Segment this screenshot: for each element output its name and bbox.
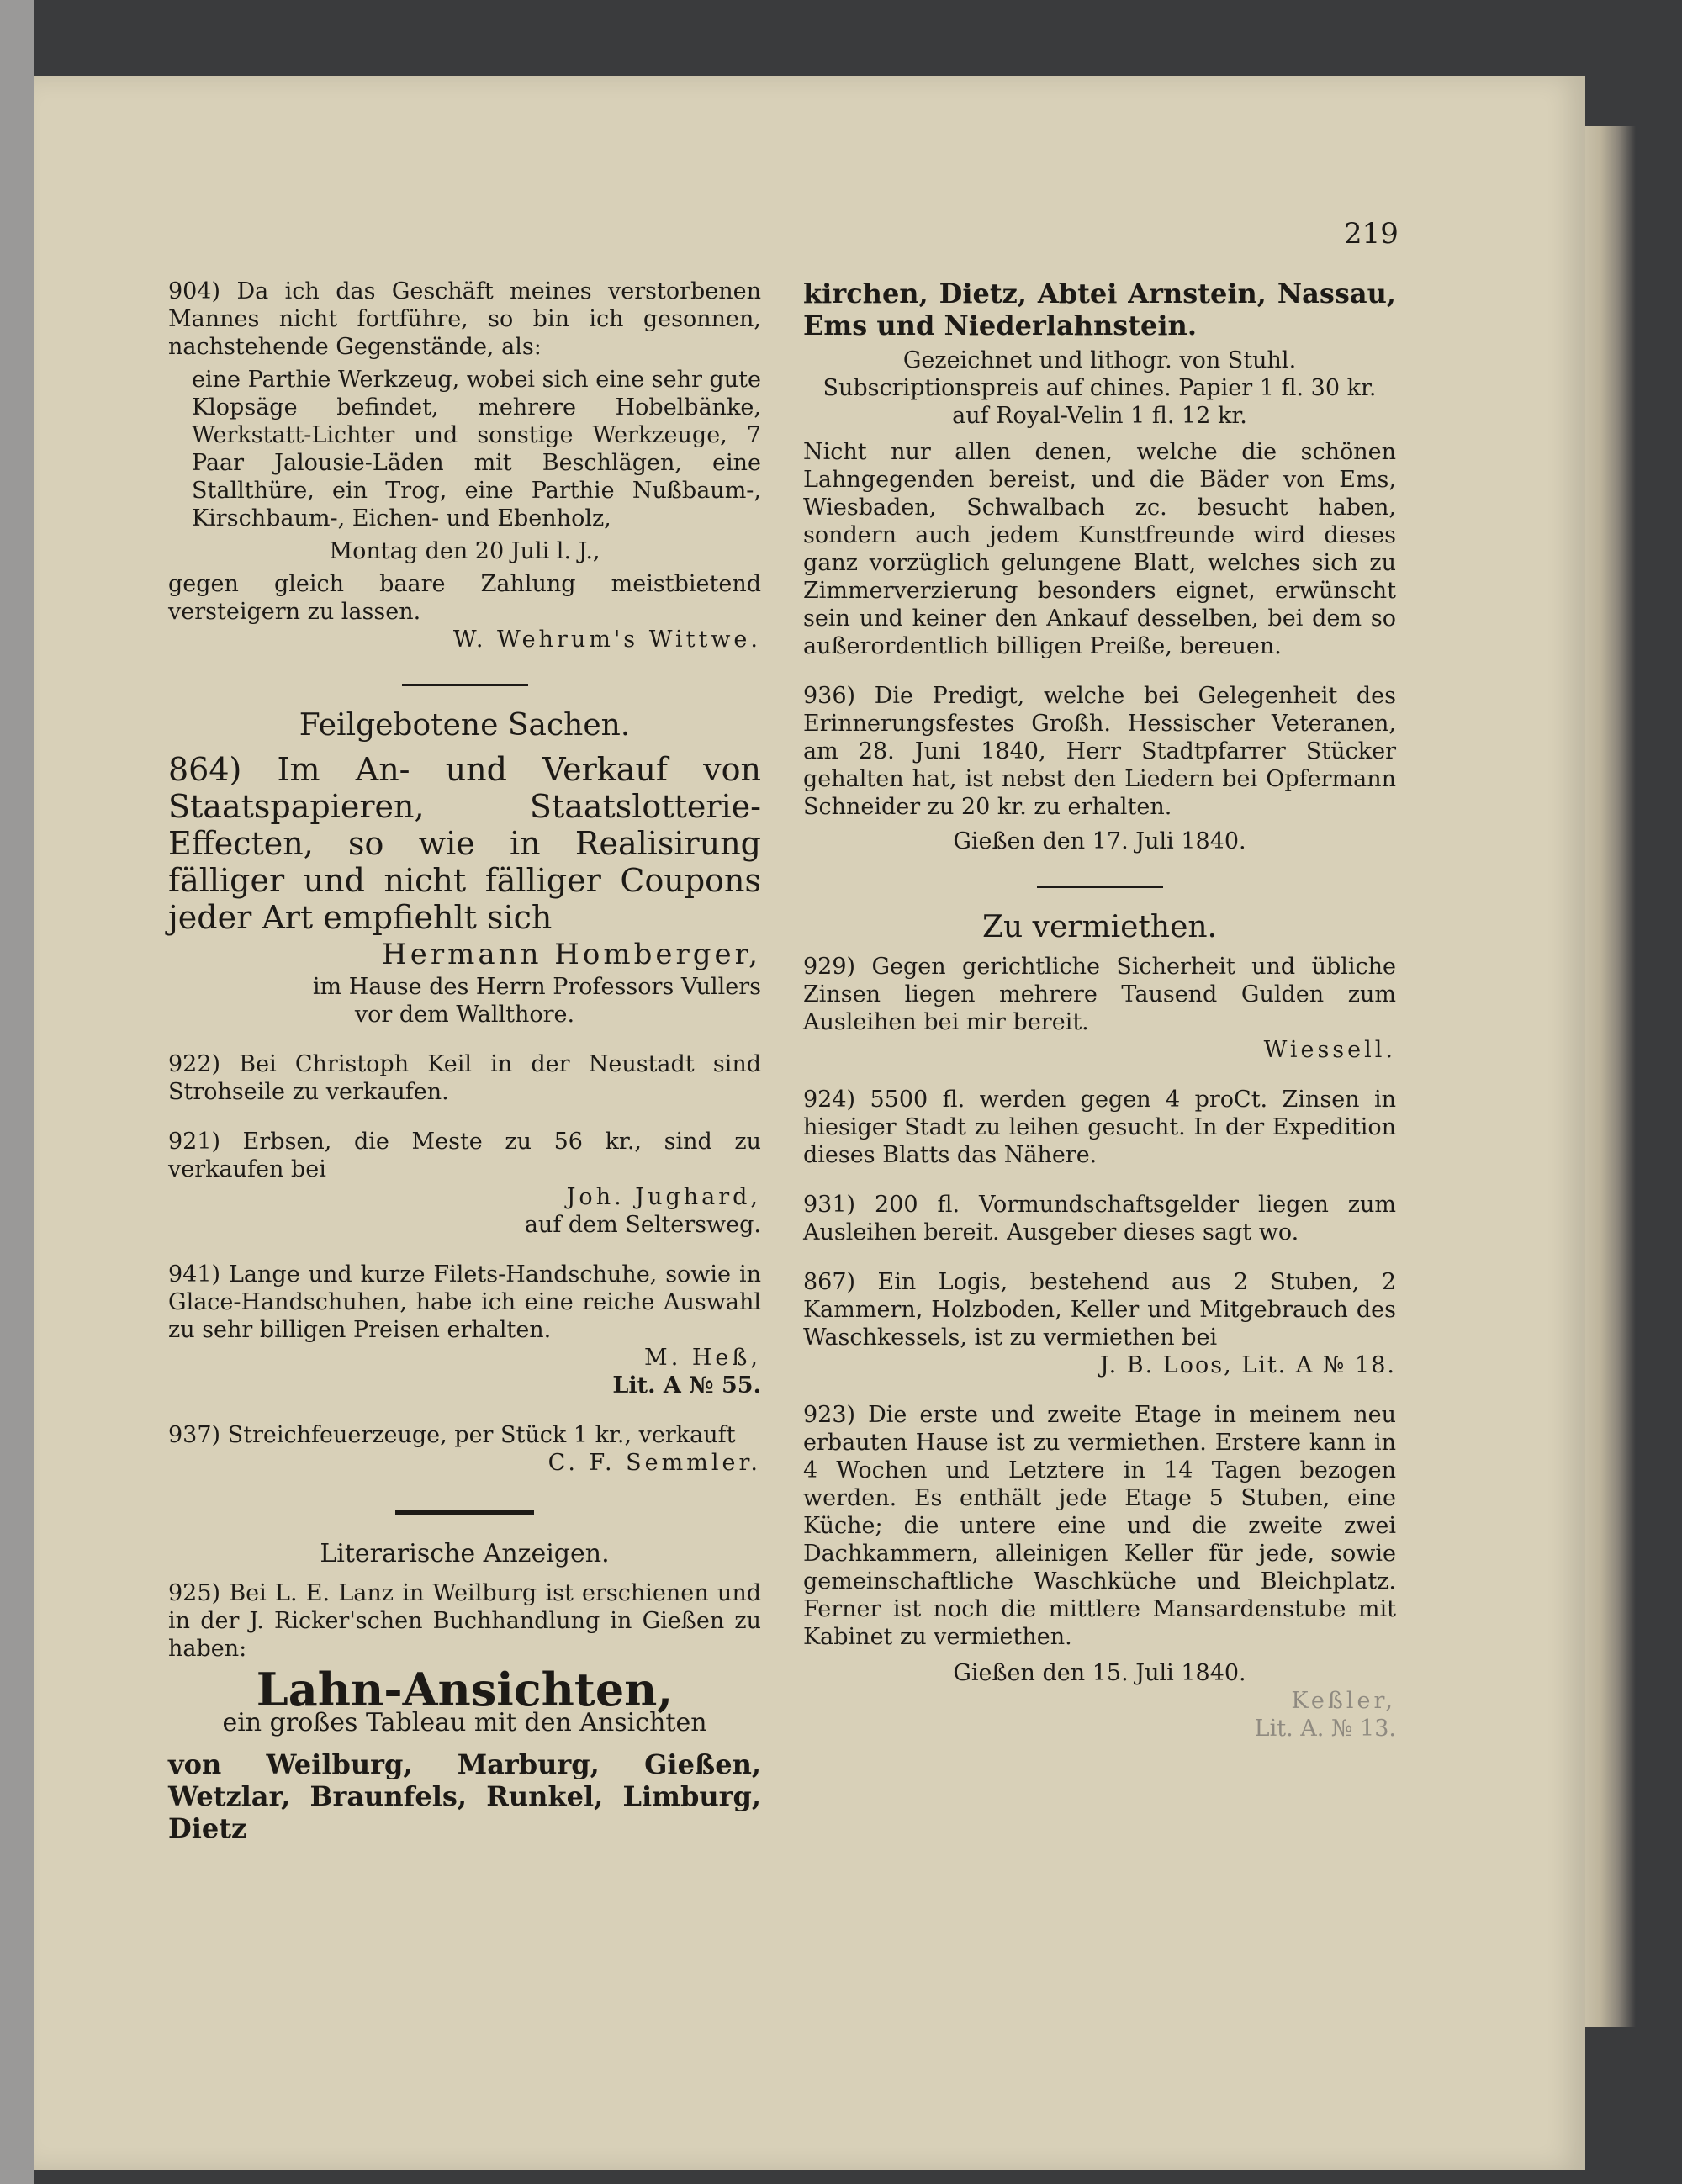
ad-904-items: eine Parthie Werkzeug, wobei sich eine sehr gute Klopsäge befindet, mehrere Hobelbänke, Werkstatt-Lichter und sonstige Werkzeuge, 7 Paar Jalousie-Läden mit Beschlägen, eine Stallthüre, ein Trog, eine Parthie Nußbaum-, Kirschbaum-, Eichen- und Ebenholz, (192, 367, 762, 531)
ad-937-text: 937) Streichfeuerzeuge, per Stück 1 kr., verkauft (168, 1422, 736, 1448)
ad-925-body: Nicht nur allen denen, welche die schönen Lahngegenden bereist, und die Bäder von Ems, Wiesbaden, Schwalbach zc. besucht haben, sondern auch jedem Kunstfreunde wird dieses ganz vorzüglich gelungene Blatt, welches sich zu Zimmerverzierung besonders eignet, erwünscht sein und keiner den Ankauf desselben, bei dem so außerordentlich billigen Preiße, bereuen. (803, 439, 1396, 659)
ad-925-price-1: Subscriptionspreis auf chines. Papier 1 fl. 30 kr. (822, 375, 1377, 401)
ad-925-places-continued: kirchen, Dietz, Abtei Arnstein, Nassau, Ems und Niederlahnstein. (803, 278, 1396, 341)
section-heading-vermiethen: Zu vermiethen. (981, 910, 1218, 944)
ad-904-signature: W. Wehrum's Wittwe. (452, 627, 761, 653)
section-divider (402, 684, 528, 686)
ad-929-text: 929) Gegen gerichtliche Sicherheit und übliche Zinsen liegen mehrere Tausend Gulden zum Ausleihen bei mir bereit. (803, 954, 1396, 1035)
scan-background-edge (0, 0, 34, 2184)
ad-923-text: 923) Die erste und zweite Etage in meinem neu erbauten Hause ist zu vermiethen. Erstere kann in 4 Wochen und Letztere in 14 Tagen bezogen werden. Es enthält jede Etage 5 Stuben, eine Küche; die untere eine und die zweite zwei Dachkammern, alleinigen Keller für jede, sowie gemeinschaftliche Waschküche und Bleichplatz. Ferner ist noch die mittlere Mansardenstube mit Kabinet zu vermiethen. (803, 1402, 1396, 1650)
ad-941-text: 941) Lange und kurze Filets-Handschuhe, sowie in Glace-Handschuhen, habe ich eine reiche Auswahl zu sehr billigen Preisen erhalten. (168, 1261, 761, 1343)
ad-924-text: 924) 5500 fl. werden gegen 4 proCt. Zinsen in hiesiger Stadt zu leihen gesucht. In der Expedition dieses Blatts das Nähere. (803, 1087, 1396, 1168)
section-divider (1037, 886, 1163, 888)
page-stack-edge (1577, 126, 1636, 2027)
ad-931-text: 931) 200 fl. Vormundschaftsgelder liegen zum Ausleihen bereit. Ausgeber dieses sagt wo. (803, 1192, 1396, 1245)
ad-864-address-2: vor dem Wallthore. (354, 1002, 575, 1028)
ad-921-text: 921) Erbsen, die Meste zu 56 kr., sind zu verkaufen bei (168, 1129, 761, 1182)
ad-922-text: 922) Bei Christoph Keil in der Neustadt sind Strohseile zu verkaufen. (168, 1051, 761, 1105)
ad-925-text: 925) Bei L. E. Lanz in Weilburg ist erschienen und in der J. Ricker'schen Buchhandlung in Gießen zu haben: (168, 1580, 761, 1662)
ad-941-address: Lit. A № 55. (612, 1372, 761, 1399)
ad-923-date: Gießen den 15. Juli 1840. (953, 1660, 1246, 1686)
ad-921-signature: Joh. Jughard, (566, 1184, 761, 1210)
ad-867-text: 867) Ein Logis, bestehend aus 2 Stuben, 2 Kammern, Holzboden, Keller und Mitgebrauch des Waschkessels, ist zu vermiethen bei (803, 1269, 1396, 1351)
ad-904-terms: gegen gleich baare Zahlung meistbietend versteigern zu lassen. (168, 571, 761, 625)
page-number: 219 (1344, 217, 1399, 251)
ad-929-signature: Wiessell. (1263, 1037, 1396, 1063)
section-heading-literarische: Literarische Anzeigen. (320, 1539, 610, 1568)
section-heading-feilgebotene: Feilgebotene Sachen. (299, 708, 631, 743)
section-divider-thick (395, 1510, 534, 1515)
right-column (803, 278, 1396, 1742)
ad-921-address: auf dem Seltersweg. (524, 1212, 761, 1238)
ad-864-signature: Hermann Homberger, (382, 938, 761, 971)
ad-904-date: Montag den 20 Juli l. J., (329, 538, 600, 564)
ad-941-signature: M. Heß, (644, 1345, 761, 1371)
ad-904-text: 904) Da ich das Geschäft meines verstorbenen Mannes nicht fortführe, so bin ich gesonnen, nachstehende Gegenstände, als: (168, 278, 761, 360)
ad-867-signature: J. B. Loos, Lit. A № 18. (1099, 1352, 1396, 1378)
ad-925-places: von Weilburg, Marburg, Gießen, Wetzlar, Braunfels, Runkel, Limburg, Dietz (168, 1748, 761, 1844)
ad-923-address: Lit. A. № 13. (1254, 1716, 1396, 1742)
ad-864-address-1: im Hause des Herrn Professors Vullers (312, 974, 761, 1000)
ad-937-signature: C. F. Semmler. (547, 1450, 761, 1476)
ad-936-text: 936) Die Predigt, welche bei Gelegenheit des Erinnerungsfestes Großh. Hessischer Veteranen, am 28. Juni 1840, Herr Stadtpfarrer Stücker gehalten hat, ist nebst den Liedern bei Opfermann Schneider zu 20 kr. zu erhalten. (803, 683, 1396, 820)
ad-923-signature: Keßler, (1291, 1688, 1396, 1714)
ad-925-title: Lahn-Ansichten, (256, 1663, 674, 1716)
left-column (168, 278, 761, 1844)
ad-925-price-2: auf Royal-Velin 1 fl. 12 kr. (952, 403, 1247, 429)
ad-925-subtitle: ein großes Tableau mit den Ansichten (222, 1708, 707, 1737)
ad-925-drawn-by: Gezeichnet und lithogr. von Stuhl. (902, 347, 1297, 373)
ad-864-text: 864) Im An- und Verkauf von Staatspapieren, Staatslotterie-Effecten, so wie in Realisirung fälliger und nicht fälliger Coupons jeder Art empfiehlt sich (168, 751, 761, 936)
ad-936-date: Gießen den 17. Juli 1840. (953, 828, 1246, 854)
